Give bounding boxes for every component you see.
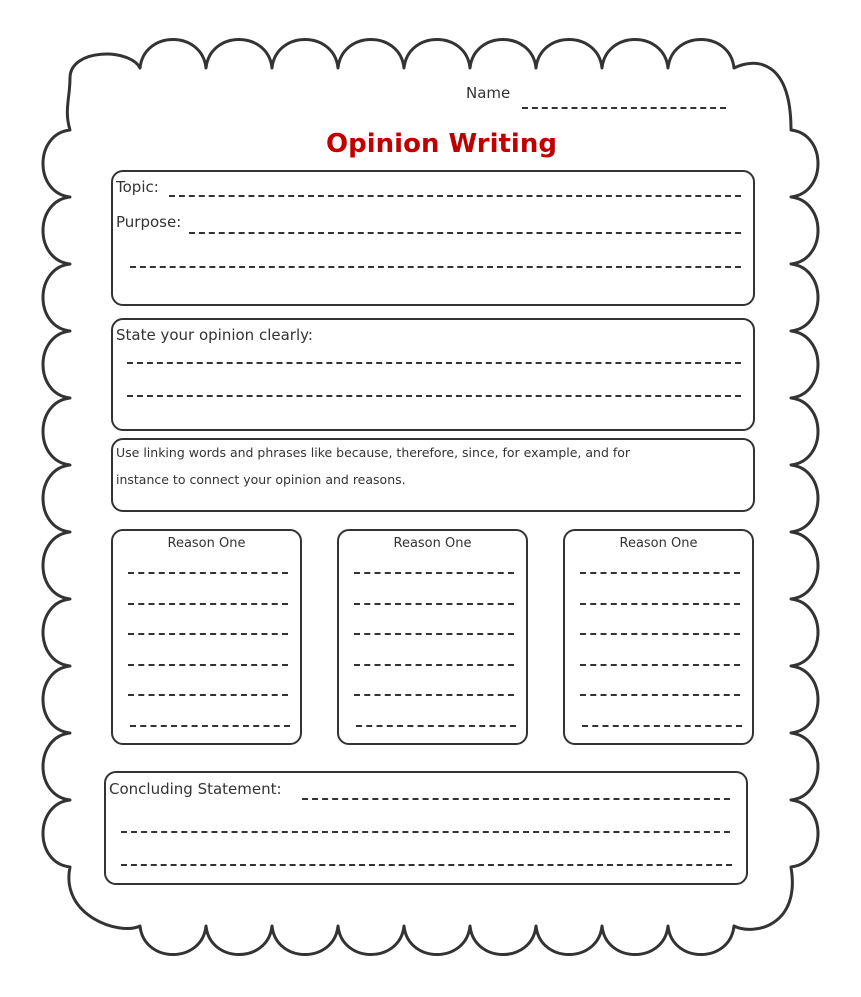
reason-line[interactable]	[580, 572, 740, 574]
opinion-line-2[interactable]	[127, 395, 741, 397]
reason-line[interactable]	[128, 694, 288, 696]
reason-box-3	[563, 529, 754, 745]
purpose-line-1[interactable]	[189, 232, 741, 234]
opinion-label: State your opinion clearly:	[116, 326, 313, 344]
reason-line[interactable]	[580, 664, 740, 666]
reason-label: Reason One	[619, 536, 698, 551]
concluding-box	[104, 771, 748, 885]
linking-text-line-1: Use linking words and phrases like because, therefore, since, for example, and for	[116, 445, 631, 460]
linking-words-box	[111, 438, 755, 512]
reason-label: Reason One	[393, 536, 472, 551]
reason-line[interactable]	[354, 603, 514, 605]
purpose-line-2[interactable]	[130, 266, 741, 268]
purpose-label: Purpose:	[116, 213, 182, 231]
reason-line[interactable]	[580, 603, 740, 605]
reason-line[interactable]	[128, 664, 288, 666]
reason-line[interactable]	[356, 725, 516, 727]
reason-line[interactable]	[130, 725, 290, 727]
reason-line[interactable]	[580, 633, 740, 635]
reason-box-1	[111, 529, 302, 745]
name-line[interactable]	[522, 107, 726, 109]
reason-label: Reason One	[167, 536, 246, 551]
reason-line[interactable]	[128, 572, 288, 574]
name-label: Name	[466, 84, 511, 102]
reason-line[interactable]	[580, 694, 740, 696]
reason-line[interactable]	[582, 725, 742, 727]
topic-purpose-box	[111, 170, 755, 306]
reason-line[interactable]	[354, 572, 514, 574]
reason-line[interactable]	[128, 603, 288, 605]
reason-line[interactable]	[354, 694, 514, 696]
concluding-line-1[interactable]	[302, 798, 730, 800]
reason-box-2	[337, 529, 528, 745]
opinion-box	[111, 318, 755, 431]
concluding-label: Concluding Statement:	[109, 780, 282, 798]
opinion-line-1[interactable]	[127, 362, 741, 364]
concluding-line-3[interactable]	[121, 864, 732, 866]
reason-line[interactable]	[128, 633, 288, 635]
concluding-line-2[interactable]	[121, 831, 730, 833]
topic-label: Topic:	[116, 178, 159, 196]
linking-text-line-2: instance to connect your opinion and reasons.	[116, 472, 406, 487]
reason-line[interactable]	[354, 664, 514, 666]
topic-line[interactable]	[169, 195, 741, 197]
reason-line[interactable]	[354, 633, 514, 635]
page-title: Opinion Writing	[326, 129, 557, 159]
